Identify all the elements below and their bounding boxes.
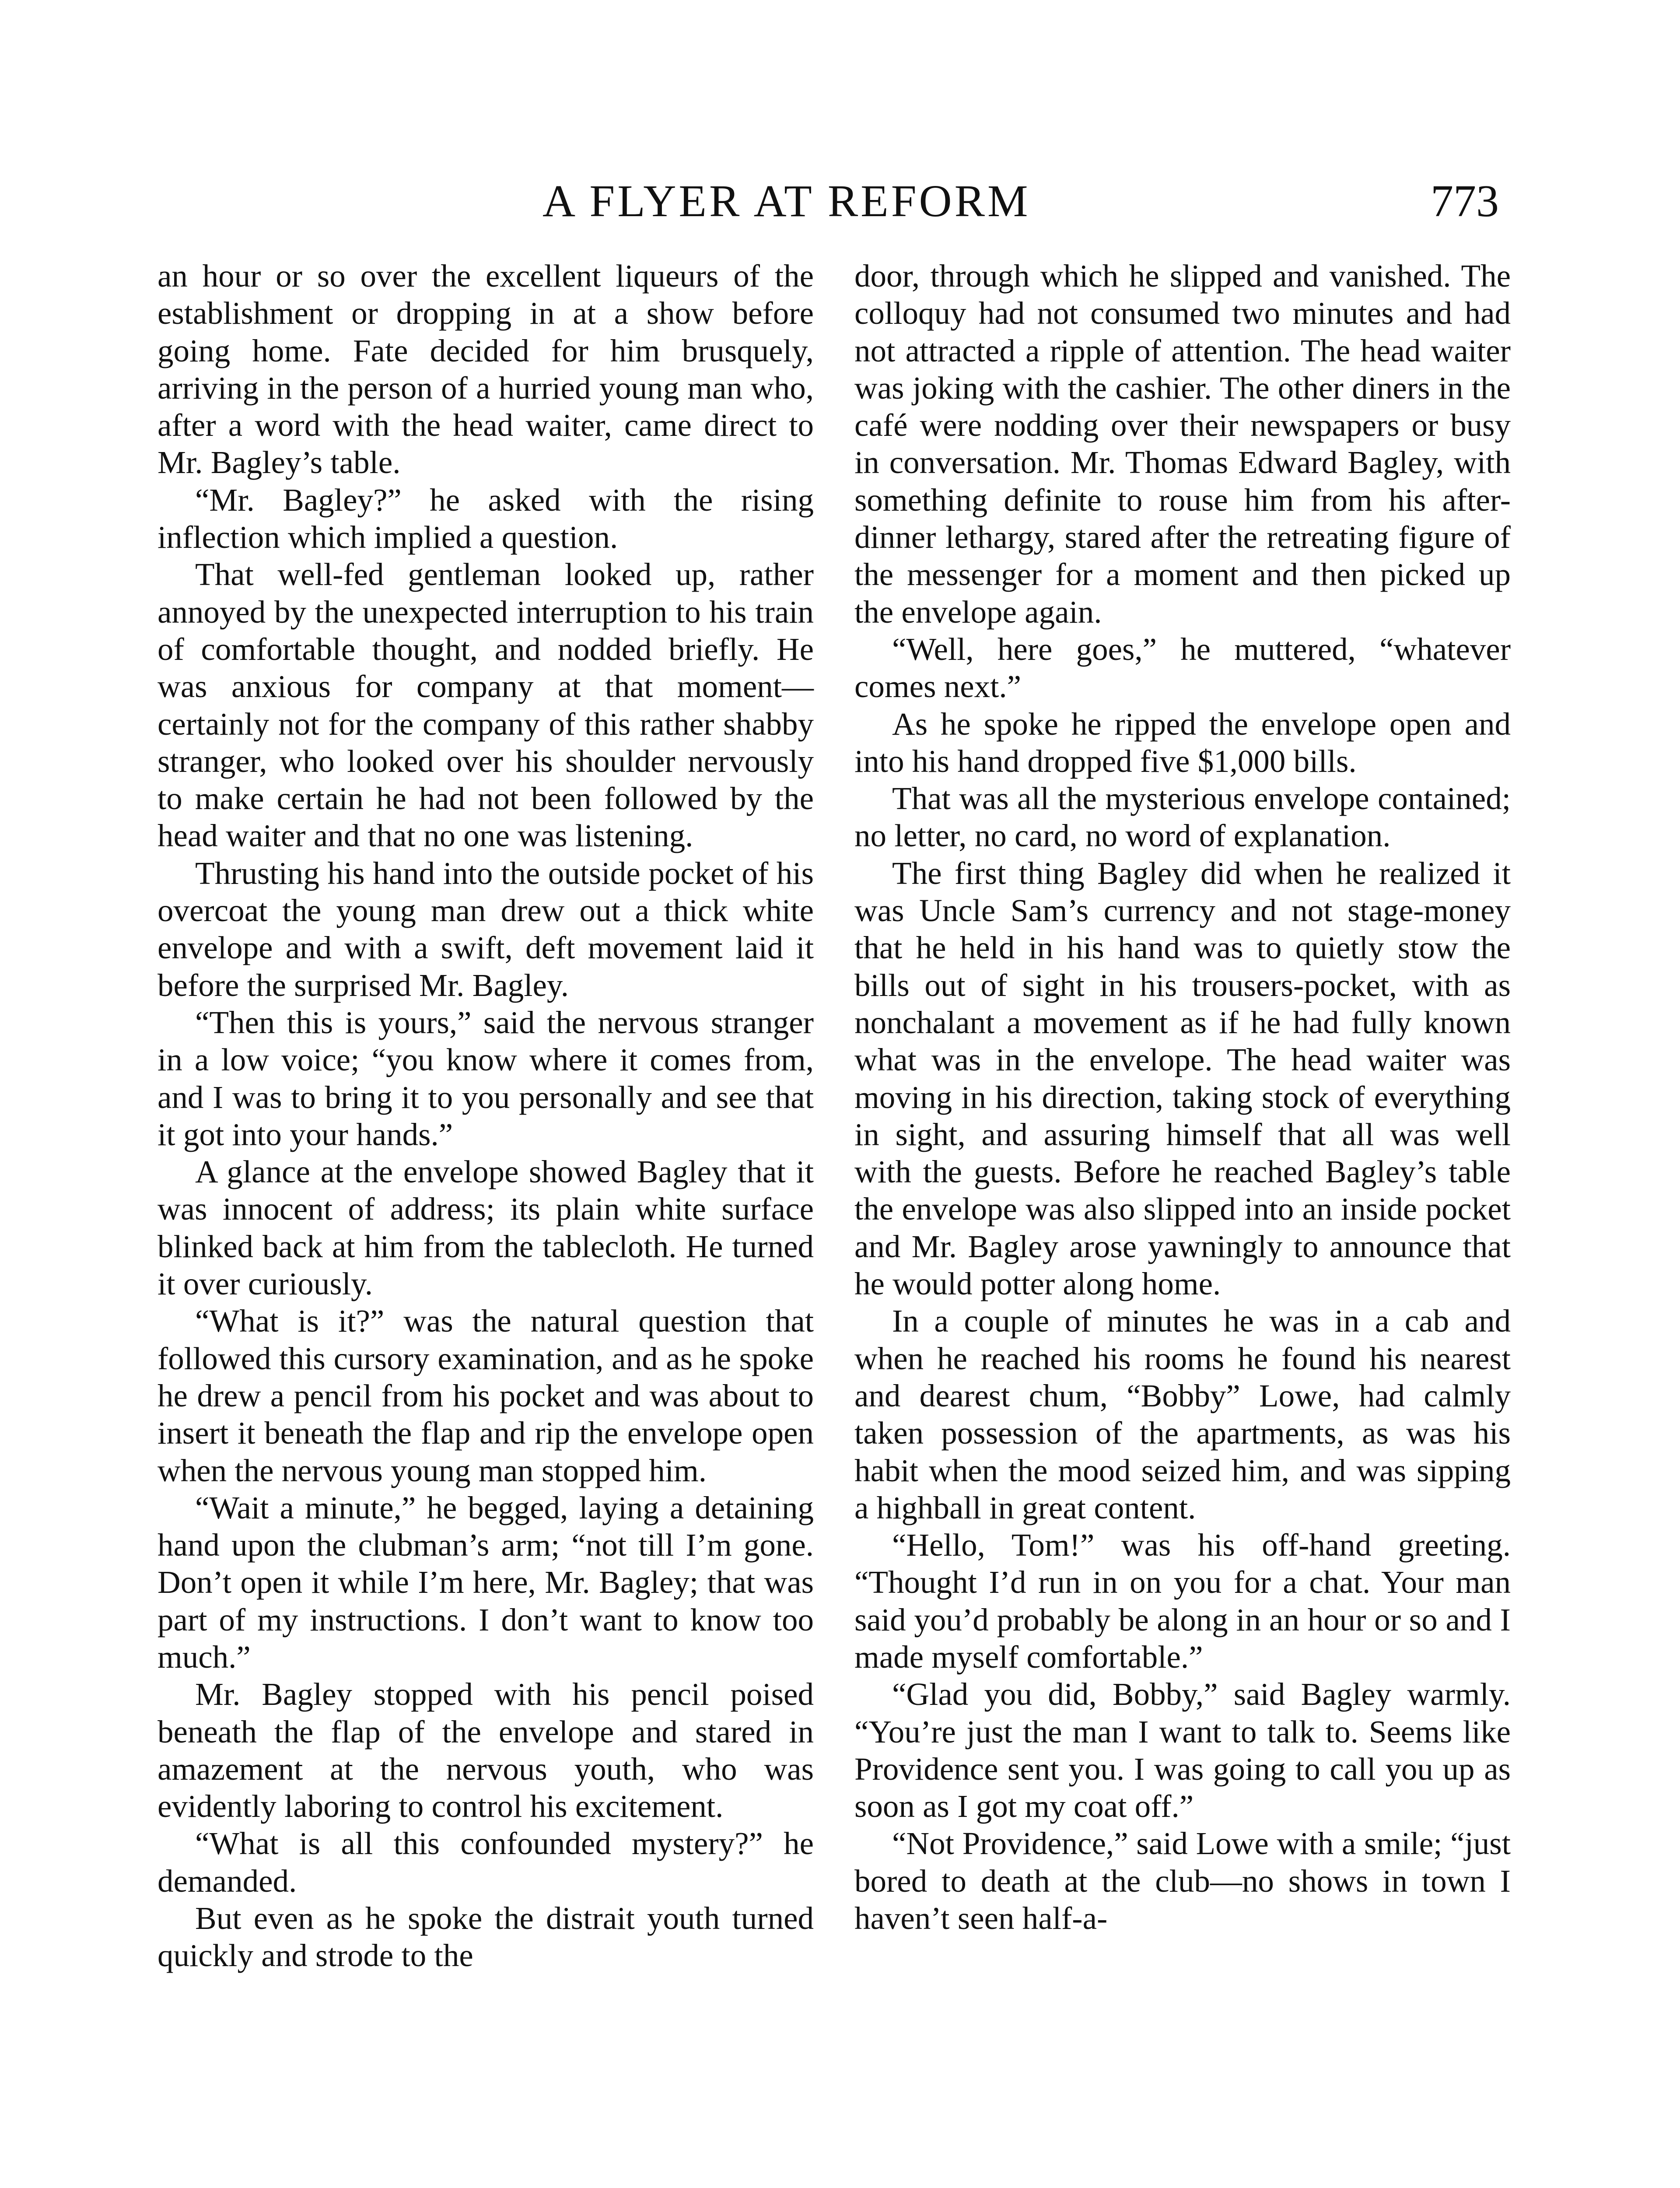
paragraph: That well-fed gentleman looked up, rather annoyed by the unexpected interruption to his train of comfortable thought, and nodded briefly. He was anxious for company at that moment—certainly not for the company of this rather shabby stranger, who looked over his shoulder nervously to make certain he had not been followed by the head waiter and that no one was listening. <box>158 557 814 854</box>
paragraph: The first thing Bagley did when he realized it was Uncle Sam’s currency and not stage-money that he held in his hand was to quietly stow the bills out of sight in his trousers-pocket, with as nonchalant a movement as if he had fully known what was in the envelope. The head waiter was moving in his direction, taking stock of everything in sight, and assuring himself that all was well with the guests. Before he reached Bagley’s table the envelope was also slipped into an inside pocket and Mr. Bagley arose yawningly to announce that he would potter along home. <box>854 855 1511 1302</box>
paragraph: “Then this is yours,” said the nervous stranger in a low voice; “you know where it comes from, and I was to bring it to you personally and see that it got into your hands.” <box>158 1004 814 1152</box>
paragraph: “Mr. Bagley?” he asked with the rising inflection which implied a question. <box>158 482 814 555</box>
paragraph: “Hello, Tom!” was his off-hand greeting. “Thought I’d run in on you for a chat. Your man said you’d probably be along in an hour or so and I made myself comfortable.” <box>854 1527 1511 1675</box>
left-column <box>158 257 814 1974</box>
running-title: A FLYER AT REFORM <box>542 176 1031 226</box>
paragraph: an hour or so over the excellent liqueurs of the establishment or dropping in at a show before going home. Fate decided for him brusquely, arriving in the person of a hurried young man who, after a word with the head waiter, came direct to Mr. Bagley’s table. <box>158 258 814 480</box>
paragraph: door, through which he slipped and vanished. The colloquy had not consumed two minutes and had not attracted a ripple of attention. The head waiter was joking with the cashier. The other diners in the café were nodding over their newspapers or busy in conversation. Mr. Thomas Edward Bagley, with something definite to rouse him from his after-dinner lethargy, stared after the retreating figure of the messenger for a moment and then picked up the envelope again. <box>854 258 1511 630</box>
paragraph: “Wait a minute,” he begged, laying a detaining hand upon the clubman’s arm; “not till I’m gone. Don’t open it while I’m here, Mr. Bagley; that was part of my instructions. I don’t want to know too much.” <box>158 1490 814 1675</box>
paragraph: In a couple of minutes he was in a cab and when he reached his rooms he found his nearest and dearest chum, “Bobby” Lowe, had calmly taken possession of the apartments, as was his habit when the mood seized him, and was sipping a highball in great content. <box>854 1303 1511 1525</box>
paragraph: That was all the mysterious envelope contained; no letter, no card, no word of explanation. <box>854 781 1511 854</box>
paragraph: But even as he spoke the distrait youth turned quickly and strode to the <box>158 1900 814 1974</box>
paragraph: “Well, here goes,” he muttered, “whatever comes next.” <box>854 631 1511 705</box>
paragraph: As he spoke he ripped the envelope open and into his hand dropped five $1,000 bills. <box>854 706 1511 779</box>
paragraph: “What is all this confounded mystery?” he demanded. <box>158 1826 814 1899</box>
paragraph: Mr. Bagley stopped with his pencil poised beneath the flap of the envelope and stared in amazement at the nervous youth, who was evidently laboring to control his excitement. <box>158 1676 814 1824</box>
right-column <box>854 257 1511 1937</box>
paragraph: “Not Providence,” said Lowe with a smile; “just bored to death at the club—no shows in town I haven’t seen half-a- <box>854 1826 1511 1936</box>
paragraph: A glance at the envelope showed Bagley that it was innocent of address; its plain white surface blinked back at him from the tablecloth. He turned it over curiously. <box>158 1154 814 1302</box>
page-number: 773 <box>1431 176 1499 226</box>
paragraph: “Glad you did, Bobby,” said Bagley warmly. “You’re just the man I want to talk to. Seems like Providence sent you. I was going to call you up as soon as I got my coat off.” <box>854 1676 1511 1824</box>
paragraph: “What is it?” was the natural question that followed this cursory examination, and as he spoke he drew a pencil from his pocket and was about to insert it beneath the flap and rip the envelope open when the nervous young man stopped him. <box>158 1303 814 1488</box>
running-head <box>0 175 1680 236</box>
paragraph: Thrusting his hand into the outside pocket of his overcoat the young man drew out a thick white envelope and with a swift, deft movement laid it before the surprised Mr. Bagley. <box>158 855 814 1003</box>
